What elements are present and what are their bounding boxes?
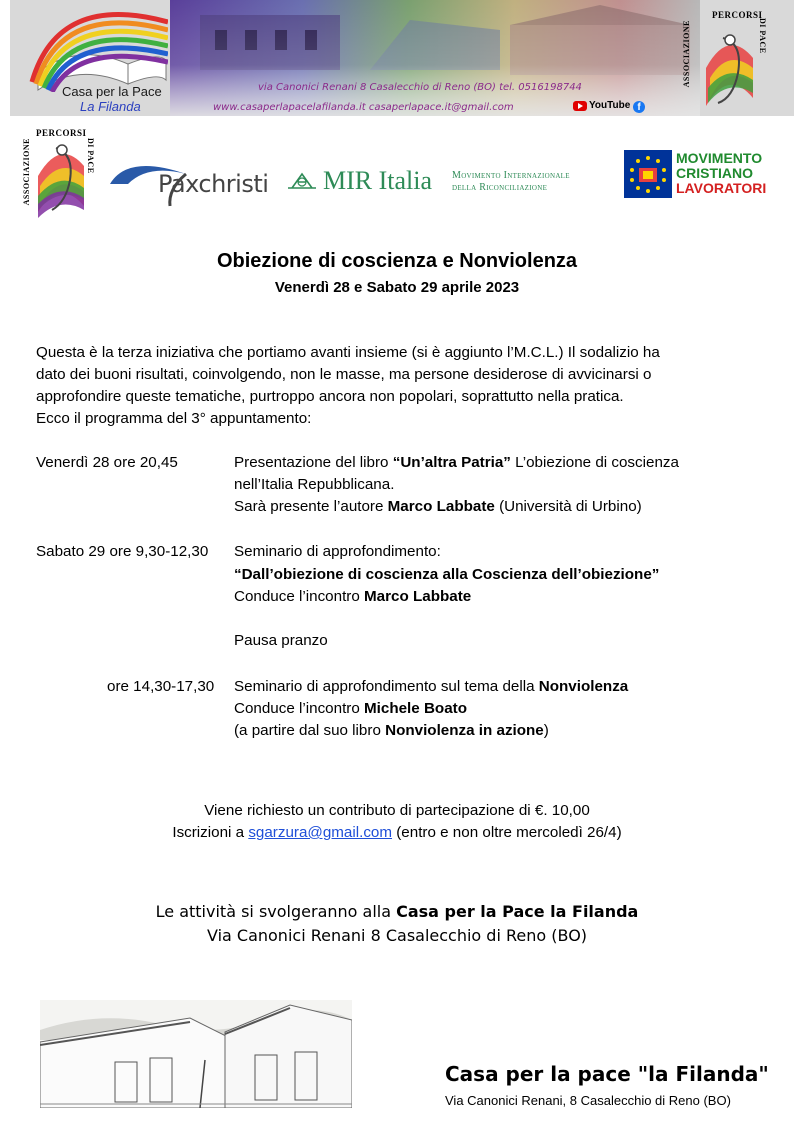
afternoon-line3: [234, 720, 549, 742]
banner-photo: [170, 0, 700, 116]
friday-line2: nell’Italia Repubblicana.: [234, 476, 395, 493]
afternoon-time: ore 14,30-17,30: [107, 678, 215, 695]
text: Presentazione del libro: [234, 454, 393, 471]
saturday-line1: Seminario di approfondimento:: [234, 543, 441, 560]
venue-name: Casa per la Pace la Filanda: [396, 902, 639, 921]
intro-paragraph: [36, 342, 660, 430]
topic: Nonviolenza: [538, 678, 629, 695]
logo-title: Casa per la Pace: [62, 84, 162, 99]
afternoon-line1: [234, 676, 628, 698]
percorsi-di-pace-logo-2: [34, 140, 86, 218]
fee-line: Viene richiesto un contributo di partecipazione di €. 10,00: [204, 802, 590, 819]
venue-line2: Via Canonici Renani 8 Casalecchio di Reno (BO): [206, 926, 588, 945]
page-title: Obiezione di coscienza e Nonviolenza: [216, 250, 578, 272]
percorsi-di-pace-logo: [698, 28, 758, 108]
banner-dipace-label: DI PACE: [758, 18, 767, 54]
text: Iscrizioni a: [172, 824, 249, 841]
text: ): [543, 722, 549, 739]
mir-subtitle-line2: della Riconciliazione: [452, 182, 548, 193]
lunch-break: Pausa pranzo: [234, 632, 328, 649]
saturday-line2: [234, 564, 659, 586]
intro-line: Ecco il programma del 3° appuntamento:: [36, 410, 312, 427]
banner-associazione-label: ASSOCIAZIONE: [682, 20, 691, 88]
saturday-time: Sabato 29 ore 9,30-12,30: [36, 543, 209, 560]
saturday-line3: [234, 586, 471, 608]
registration-line: [0, 822, 794, 844]
friday-line3: [234, 496, 642, 518]
header-banner: [10, 0, 794, 116]
book-title: Nonviolenza in azione: [385, 722, 544, 739]
banner-percorsi-label: PERCORSI: [712, 10, 763, 20]
text: Le attività si svolgeranno alla: [155, 902, 397, 921]
building-sketch-image: [40, 1000, 352, 1108]
dipace-label: DI PACE: [86, 138, 95, 174]
rainbow-book-logo: [18, 2, 168, 92]
speaker-name: Marco Labbate: [387, 498, 495, 515]
afternoon-line2: [234, 698, 467, 720]
speaker-name: Marco Labbate: [364, 588, 472, 605]
associazione-label: ASSOCIAZIONE: [22, 138, 31, 206]
mir-subtitle-line1: Movimento Internazionale: [452, 170, 570, 181]
mcl-line2: CRISTIANO: [676, 165, 753, 181]
book-title: “Un’altra Patria”: [392, 454, 511, 471]
text: Seminario di approfondimento sul tema della: [234, 678, 539, 695]
text: L’obiezione di coscienza: [510, 454, 679, 471]
text: Sarà presente l’autore: [234, 498, 388, 515]
percorsi-label: PERCORSI: [36, 128, 87, 138]
venue-info: [0, 900, 794, 948]
text: (a partire dal suo libro: [234, 722, 386, 739]
mir-dove-icon: [286, 170, 320, 192]
text: (entro e non oltre mercoledì 26/4): [392, 824, 622, 841]
text: Conduce l’incontro: [234, 700, 365, 717]
mir-subtitle: [452, 170, 570, 194]
mcl-logo-icon: [624, 150, 672, 198]
speaker-name: Michele Boato: [364, 700, 467, 717]
paxchristi-logo-text: Paxchristi: [158, 170, 269, 198]
friday-line1: [234, 452, 679, 474]
footer-address: Via Canonici Renani, 8 Casalecchio di Reno (BO): [445, 1093, 731, 1108]
facebook-icon[interactable]: f: [633, 101, 645, 113]
seminar-title: “Dall’obiezione di coscienza alla Coscienza dell’obiezione”: [234, 566, 660, 583]
banner-web-email: www.casaperlapacelafilanda.it casaperlapace.it@gmail.com: [213, 102, 514, 113]
friday-time: Venerdì 28 ore 20,45: [36, 454, 178, 471]
intro-line: dato dei buoni risultati, coinvolgendo, non le masse, ma persone desiderose di avvicinarsi o: [36, 366, 652, 383]
venue-line1: [0, 900, 794, 924]
mir-logo-text: MIR Italia: [323, 166, 433, 195]
mcl-logo-text: [676, 151, 766, 196]
fee-info: [0, 800, 794, 844]
email-link[interactable]: sgarzura@gmail.com: [248, 824, 393, 841]
youtube-icon: [573, 101, 587, 111]
building-photo-image: [170, 0, 700, 116]
banner-address: via Canonici Renani 8 Casalecchio di Reno (BO) tel. 0516198744: [258, 82, 582, 93]
event-dates: Venerdì 28 e Sabato 29 aprile 2023: [274, 279, 520, 296]
text: (Università di Urbino): [494, 498, 642, 515]
banner-logo-text: [62, 84, 162, 114]
logo-subtitle: La Filanda: [80, 99, 141, 114]
text: Conduce l’incontro: [234, 588, 365, 605]
mcl-line1: MOVIMENTO: [676, 150, 763, 166]
youtube-label: YouTube: [589, 100, 631, 111]
footer-title: Casa per la pace "la Filanda": [445, 1062, 769, 1086]
youtube-link[interactable]: [573, 100, 630, 111]
mcl-line3: LAVORATORI: [676, 180, 767, 196]
intro-line: approfondire queste tematiche, purtroppo ancora non popolari, soprattutto nella pratica.: [36, 388, 624, 405]
intro-line: Questa è la terza iniziativa che portiamo avanti insieme (si è aggiunto l’M.C.L.) Il sodalizio ha: [36, 344, 660, 361]
